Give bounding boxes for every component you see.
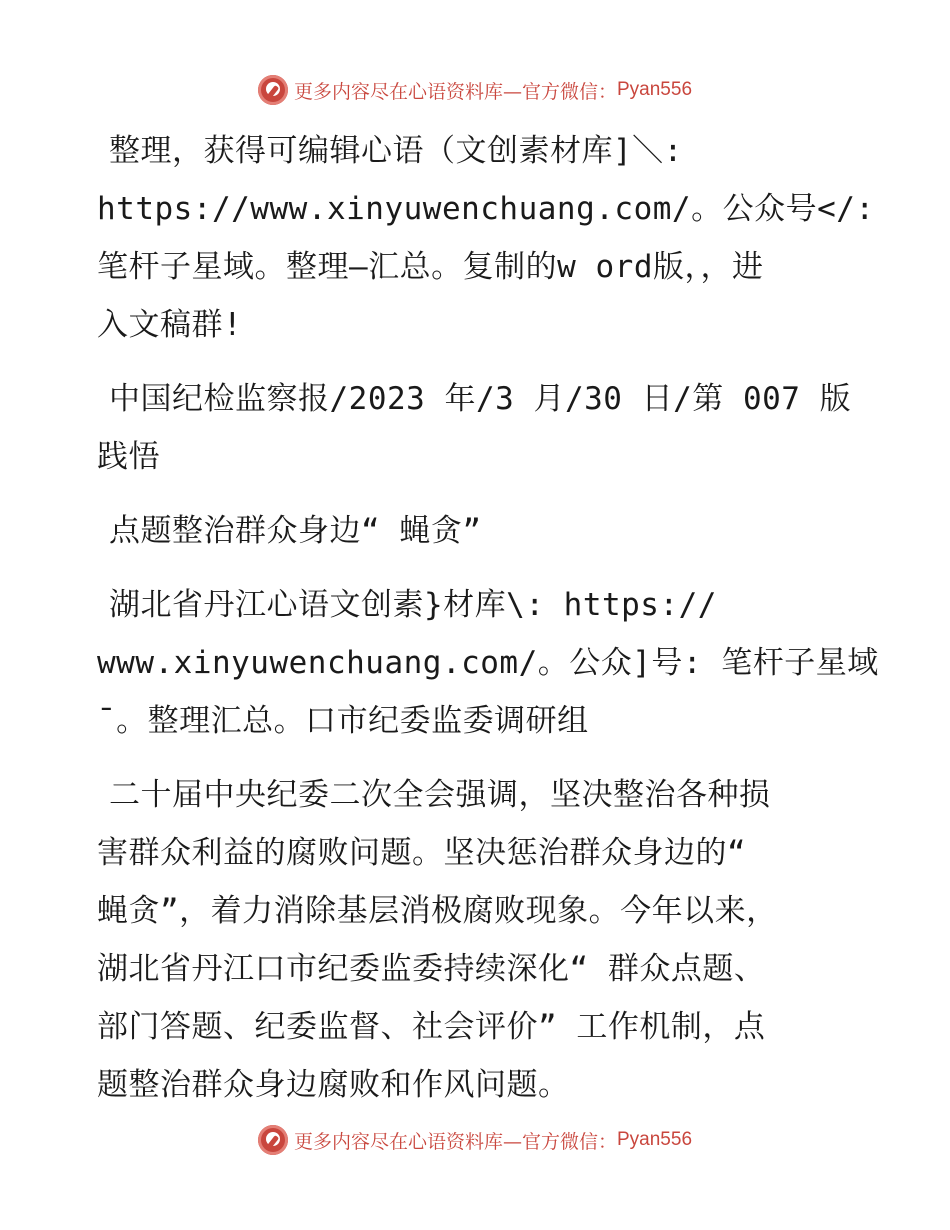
watermark-id: Pyan556 <box>617 79 693 100</box>
watermark-banner-top <box>0 70 950 110</box>
text-line: 题整治群众身边腐败和作风问题。 <box>97 1067 570 1103</box>
text-line: 蝇贪”，着力消除基层消极腐败现象。今年以来， <box>97 893 778 929</box>
text-line: 中国纪检监察报/2023 年/3 月/30 日/第 007 版 <box>109 381 852 417</box>
text-line: 整理，获得可编辑心语（文创素材库]＼: <box>109 133 683 169</box>
text-line: 湖北省丹江心语文创素}材库\: https:// <box>109 587 717 623</box>
paragraph-author <box>97 576 879 750</box>
text-line: 湖北省丹江口市纪委监委持续深化“ 群众点题、 <box>97 951 766 987</box>
paragraph-intro <box>97 122 875 354</box>
pen-logo-icon <box>258 75 288 105</box>
watermark-text: 更多内容尽在心语资料库—官方微信： <box>293 1130 617 1153</box>
document-body <box>97 122 879 1130</box>
text-line: 入文稿群! <box>97 307 243 343</box>
text-line: 害群众利益的腐败问题。坚决惩治群众身边的“ <box>97 835 747 871</box>
article-title: 点题整治群众身边“ 蝇贪” <box>109 513 482 549</box>
text-line: 践悟 <box>97 439 160 475</box>
text-line: https://www.xinyuwenchuang.com/。公众号</: <box>97 191 875 227</box>
text-line: 二十届中央纪委二次全会强调，坚决整治各种损 <box>109 777 771 813</box>
text-line: ˉ。整理汇总。口市纪委监委调研组 <box>97 703 589 739</box>
paragraph-title <box>97 502 857 560</box>
text-line: 部门答题、纪委监督、社会评价” 工作机制，点 <box>97 1009 766 1045</box>
text-line: www.xinyuwenchuang.com/。公众]号: 笔杆子星域 <box>97 645 879 681</box>
paragraph-body <box>97 766 857 1114</box>
pen-logo-icon <box>258 1125 288 1155</box>
watermark-id: Pyan556 <box>617 1129 693 1150</box>
paragraph-source <box>97 370 857 486</box>
watermark-banner-bottom <box>0 1120 950 1160</box>
text-line: 笔杆子星域。整理—汇总。复制的w ord版，，进 <box>97 249 764 285</box>
watermark-text: 更多内容尽在心语资料库—官方微信： <box>293 80 617 103</box>
